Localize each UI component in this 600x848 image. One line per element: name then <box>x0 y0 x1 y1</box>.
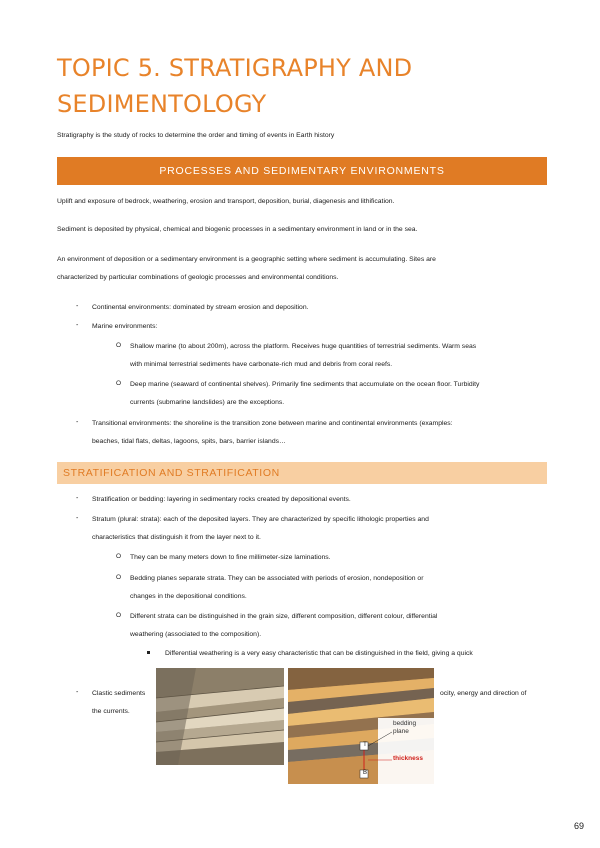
strata-cliff-illustration <box>156 668 284 765</box>
list-item: ocity, energy and direction of <box>440 690 527 697</box>
bullet-dash: - <box>76 495 79 502</box>
bullet-circle: O <box>116 612 122 619</box>
bullet-dash: - <box>76 303 79 310</box>
paragraph: Uplift and exposure of bedrock, weathering, erosion and transport, deposition, burial, diagenesis and lithification. <box>57 198 395 205</box>
figure-label-thickness: thickness <box>393 755 423 762</box>
bullet-square <box>147 651 150 654</box>
figure-marker-bottom: B <box>362 770 367 776</box>
figure-label: plane <box>393 728 409 735</box>
bullet-circle: O <box>116 342 122 349</box>
bedding-plane-photo <box>288 668 434 784</box>
bullet-circle: O <box>116 380 122 387</box>
list-item: currents (submarine landslides) are the exceptions. <box>130 399 285 406</box>
list-item: Shallow marine (to about 200m), across the platform. Receives huge quantities of terrestrial sediments. Warm seas <box>130 343 477 350</box>
list-item: Clastic sediments <box>92 690 146 697</box>
bullet-circle: O <box>116 574 122 581</box>
list-item: They can be many meters down to fine millimeter-size laminations. <box>130 554 331 561</box>
strata-cliff-photo <box>156 668 284 765</box>
paragraph: An environment of deposition or a sedimentary environment is a geographic setting where sediment is accumulating. Sites are <box>57 256 436 263</box>
section-heading-text: STRATIFICATION AND STRATIFICATION <box>63 467 280 479</box>
bullet-dash: - <box>76 419 79 426</box>
section-heading-processes <box>57 157 547 185</box>
figure-marker-top: T <box>363 742 367 748</box>
list-item: characteristics that distinguish it from the layer next to it. <box>92 534 261 541</box>
list-item: Continental environments: dominated by stream erosion and deposition. <box>92 304 309 311</box>
list-item: the currents. <box>92 708 130 715</box>
list-item: Transitional environments: the shoreline is the transition zone between marine and continental environments (examples: <box>92 420 453 427</box>
section-heading-text: PROCESSES AND SEDIMENTARY ENVIRONMENTS <box>159 165 445 177</box>
paragraph: Sediment is deposited by physical, chemical and biogenic processes in a sedimentary environment in land or in the sea. <box>57 226 418 233</box>
list-item: Differential weathering is a very easy characteristic that can be distinguished in the field, giving a quick <box>165 650 473 657</box>
list-item: Stratum (plural: strata): each of the deposited layers. They are characterized by specific lithologic properties and <box>92 516 429 523</box>
list-item: changes in the depositional conditions. <box>130 593 247 600</box>
section-heading-stratification <box>57 462 547 484</box>
list-item: Bedding planes separate strata. They can be associated with periods of erosion, nondeposition or <box>130 575 424 582</box>
bullet-dash: - <box>76 689 79 696</box>
bullet-dash: - <box>76 322 79 329</box>
list-item: beaches, tidal flats, deltas, lagoons, spits, bars, barrier islands… <box>92 438 286 445</box>
intro-text: Stratigraphy is the study of rocks to determine the order and timing of events in Earth history <box>57 132 335 139</box>
page-number: 69 <box>573 821 584 831</box>
list-item: Different strata can be distinguished in the grain size, different composition, different colour, differential <box>130 613 438 620</box>
list-item: Stratification or bedding: layering in sedimentary rocks created by depositional events. <box>92 496 351 503</box>
list-item: Deep marine (seaward of continental shelves). Primarily fine sediments that accumulate on the ocean floor. Turbidity <box>130 381 480 388</box>
paragraph: characterized by particular combinations of geologic processes and environmental conditions. <box>57 274 339 281</box>
figure-label: bedding <box>393 720 417 727</box>
list-item: with minimal terrestrial sediments have carbonate-rich mud and debris from coral reefs. <box>130 361 393 368</box>
list-item: Marine environments: <box>92 323 158 330</box>
bullet-dash: - <box>76 515 79 522</box>
bullet-circle: O <box>116 553 122 560</box>
page-title: TOPIC 5. STRATIGRAPHY AND SEDIMENTOLOGY <box>57 54 413 118</box>
list-item: weathering (associated to the composition). <box>130 631 262 638</box>
